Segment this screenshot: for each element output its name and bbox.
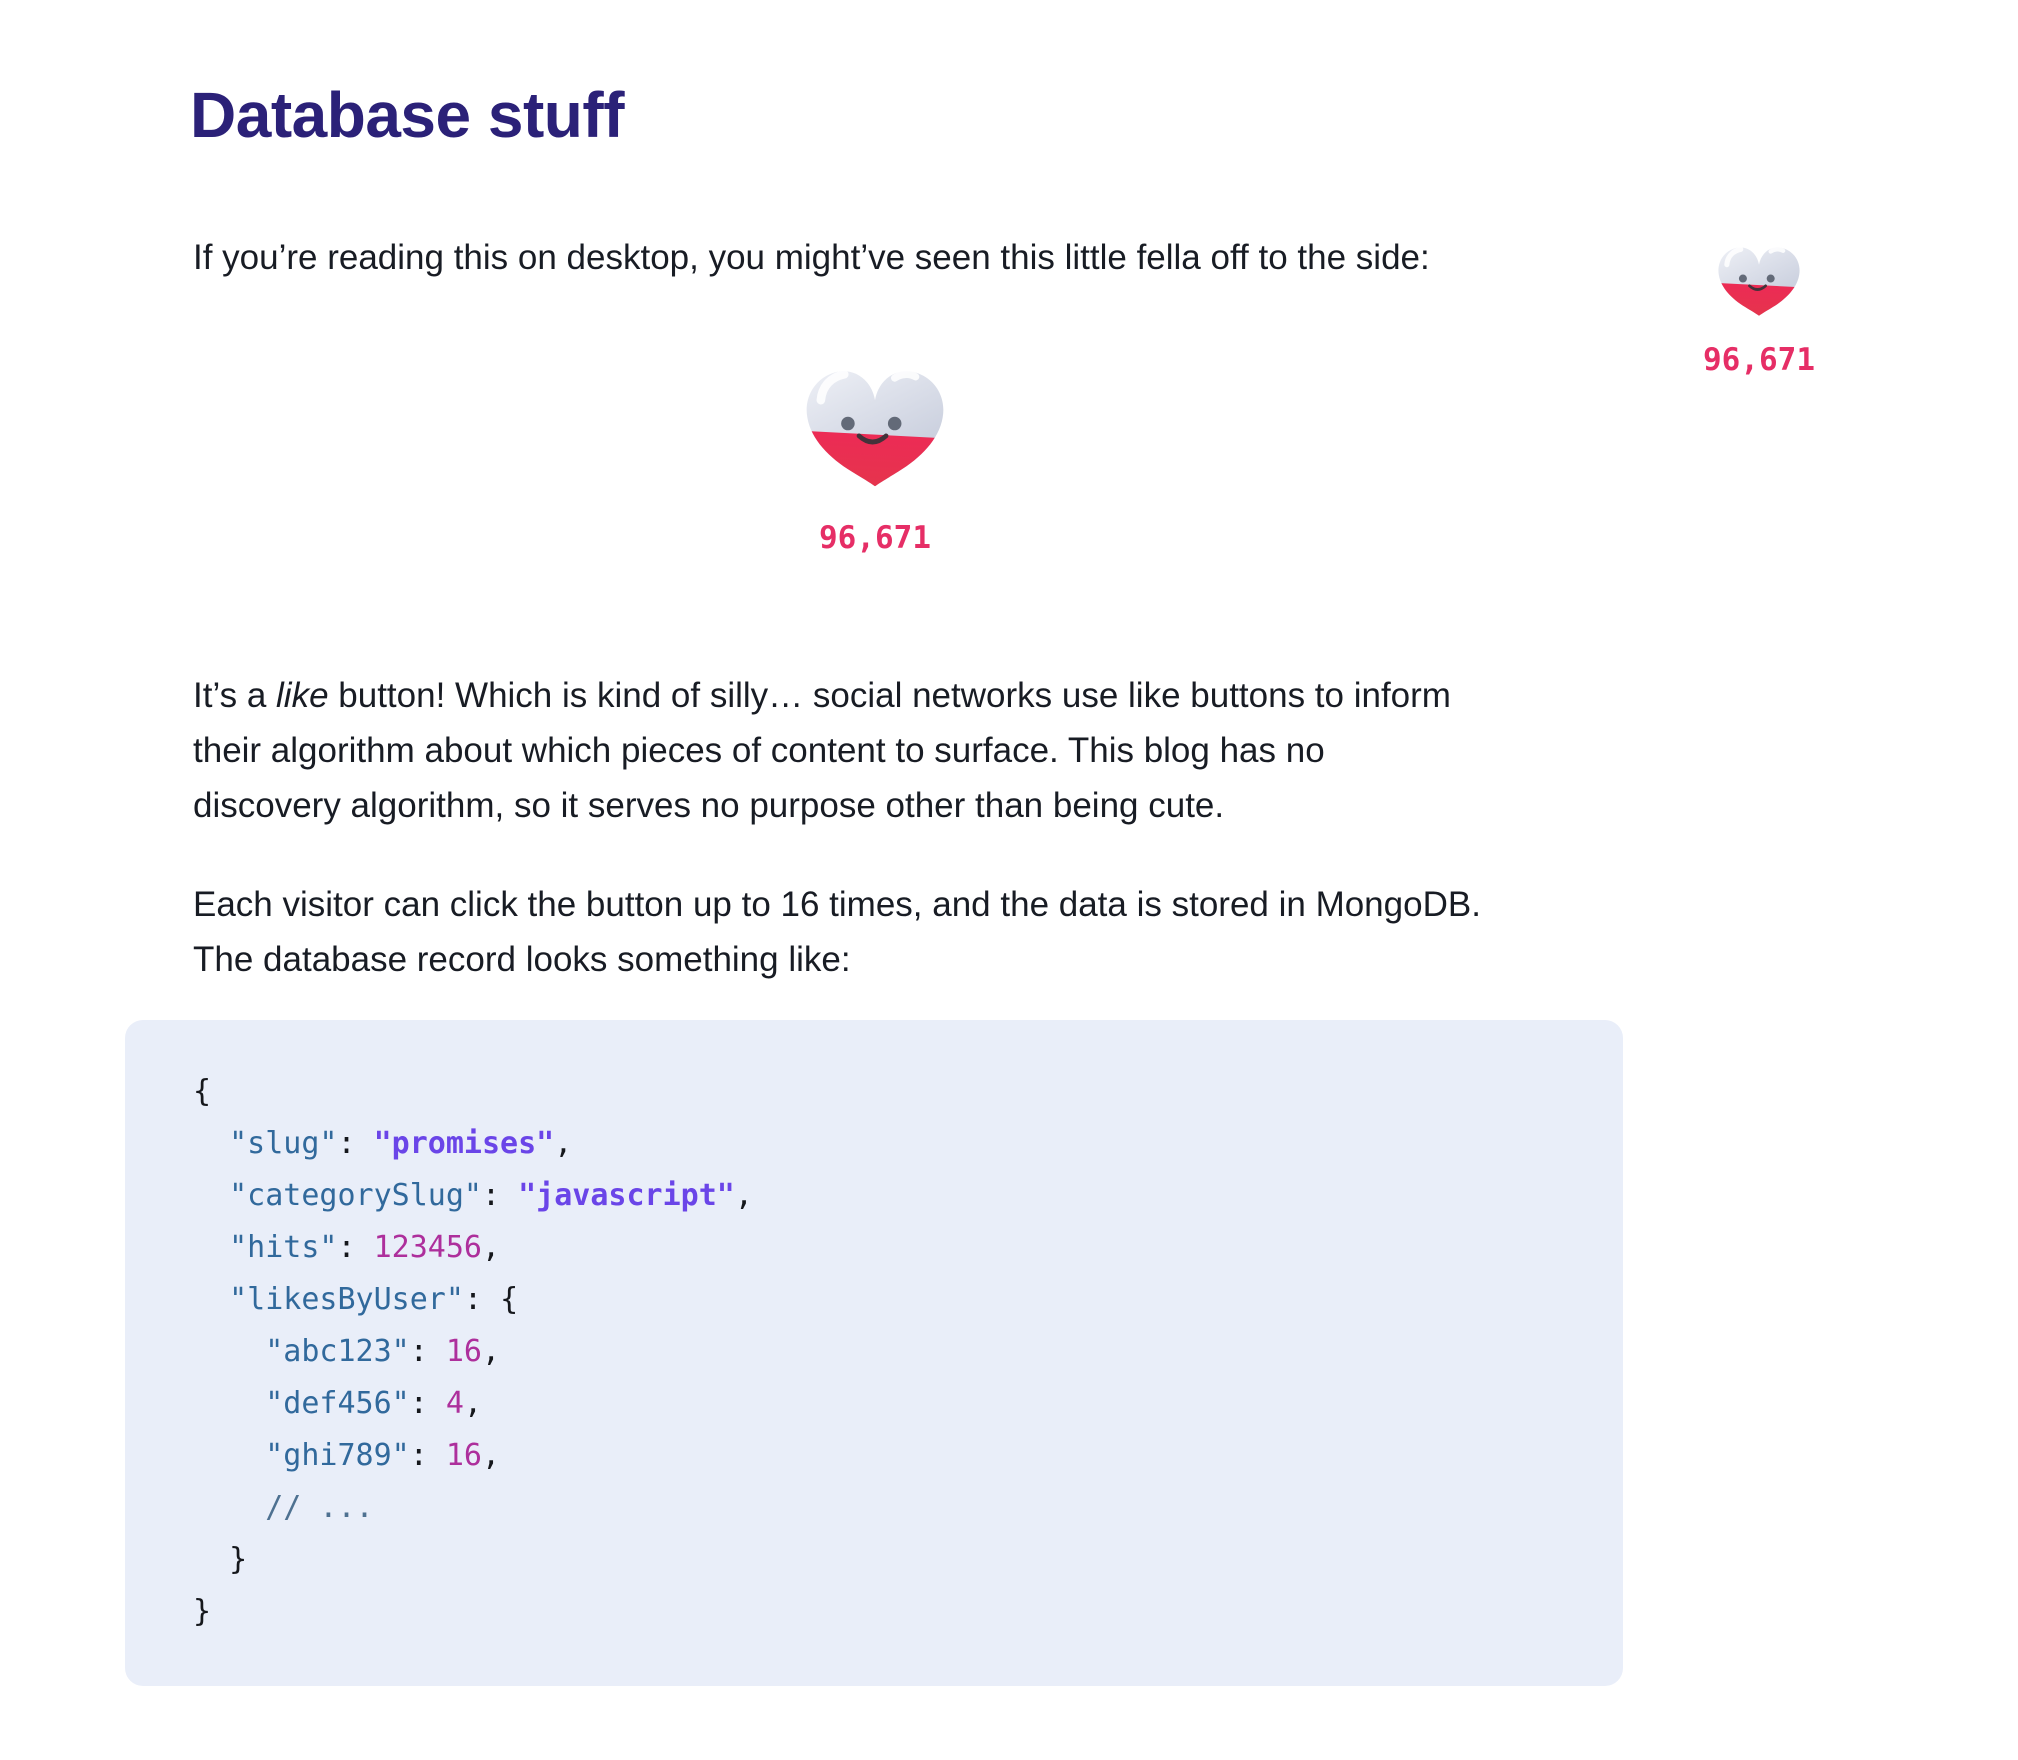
code-block (125, 1020, 1623, 1686)
para-like-emphasis: like (276, 676, 329, 715)
body-paragraph-mongo: Each visitor can click the button up to 16 times, and the data is stored in MongoDB. The database record looks something like: (193, 885, 1481, 979)
like-count: 96,671 (819, 520, 931, 556)
code-line: "ghi789": 16, (265, 1438, 501, 1473)
code-line: // ... (265, 1490, 374, 1525)
para-like-suffix: button! Which is kind of silly… social networks use like buttons to inform their algorithm about which pieces of content to surface. This blog has no discovery algorithm, so it serves no purpose other than being cute. (193, 676, 1451, 825)
para-like-prefix: It’s a (193, 676, 277, 715)
like-widget (795, 362, 955, 556)
sidebar-like-count: 96,671 (1703, 342, 1815, 378)
heart-icon (801, 362, 949, 490)
like-button[interactable] (801, 362, 949, 490)
code-line: "abc123": 16, (265, 1334, 501, 1369)
code-line: "def456": 4, (265, 1386, 482, 1421)
code-line: { (193, 1074, 212, 1109)
page-title: Database stuff (190, 79, 624, 151)
intro-paragraph: If you’re reading this on desktop, you might’ve seen this little fella off to the side: (193, 238, 1430, 277)
code-line: "categorySlug": "javascript", (229, 1178, 753, 1213)
code-line: "slug": "promises", (229, 1126, 573, 1161)
sidebar-like-widget (1697, 242, 1821, 378)
code-line: "hits": 123456, (229, 1230, 501, 1265)
sidebar-like-button[interactable] (1715, 242, 1803, 318)
body-paragraph-like (193, 668, 1478, 833)
heart-icon (1715, 242, 1803, 318)
code-line: } (229, 1542, 248, 1577)
code-line: "likesByUser": { (229, 1282, 519, 1317)
code-content (193, 1066, 1563, 1638)
code-line: } (193, 1594, 212, 1629)
